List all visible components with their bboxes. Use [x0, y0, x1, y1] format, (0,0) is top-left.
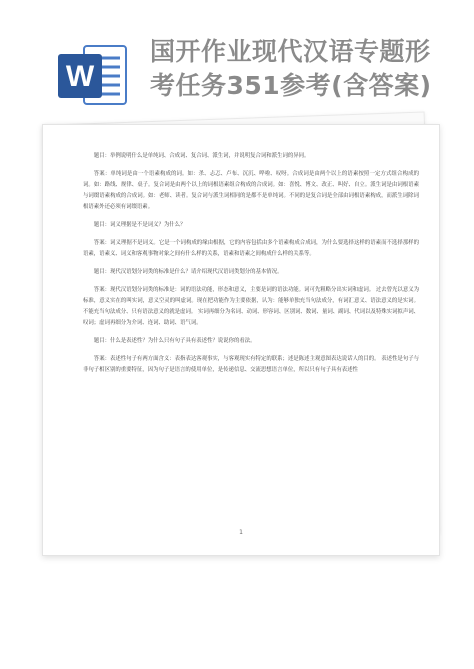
answer-paragraph: 答案：现代汉语划分词类的标准是：词的语法功能，形态和意义，主要是词的语法功能。词可先粗略分出实词和虚词。 过去曾光以意义为标准，意义实在的叫实词，意义空灵的叫虚词。现在把功能作为主要依据，认为：能够单独充当句法成分，有词汇意义、语法意义的是实词。不能充当句法成分、只有语法意义的就是虚词。 实词再细分为名词、动词、形容词、区别词、数词、量词、副词、代词以及特殊实词拟声词、叹词；虚词再细分为介词、连词、助词、语气词。	[83, 287, 419, 326]
answer-paragraph: 答案：表述性句子有两方面含义：表指表达客观事实，与客观现实有特定的联系；述是陈述主观意图表达说话人的目的。 表述性是句子与非句子相区别的重要特征，因为句子是语言的使用单位，是传递信息、交流思想语言单位，所以只有句子具有表述性	[83, 356, 419, 373]
answer-paragraph: 答案：单纯词是由一个语素构成的词。如：杀、忐忑、卢布、沉沉、哗啦、叹呀。合成词是由两个以上的语素按照一定方式组合构成的词。如：路线、规律、桌子。复合词是由两个以上的词根语素组合构成的合成词。如：喜悦、博文、改正、叫好、自立。派生词是由词根语素与词缀语素构成的合成词。如：老师、读者。复合词与派生词相同的是都不是单纯词。不同的是复合词是全部由词根语素构成，而派生词除词根语素外还必须有词缀语素。	[83, 171, 419, 210]
question-paragraph: 题目：现代汉语划分词类的标准是什么？请介绍现代汉语词类划分的基本情况。	[93, 269, 283, 275]
question-paragraph: 题目：词义理据是不是词义？为什么？	[93, 222, 186, 228]
document-body	[83, 151, 419, 383]
question-paragraph: 题目：什么是表述性？为什么只有句子具有表述性？说说你的看法。	[93, 338, 256, 344]
page-number: 1	[239, 529, 243, 536]
word-logo-letter: W	[65, 60, 95, 93]
word-document-icon	[56, 40, 130, 110]
answer-paragraph: 答案：词义理据不是词义。它是一个词构成的缘由根据，它的内容包括由多个语素构成合成词，为什么要选择这样的语素而不选择那样的语素，语素义、词义和客观事物对象之间有什么样的关系，语素和语素之间构成什么样的关系等。	[83, 240, 419, 257]
question-paragraph: 题目：举例说明什么是单纯词、合成词、复合词、派生词，并说明复合词和派生词的异同。	[93, 153, 310, 159]
document-page	[42, 124, 440, 556]
document-title: 国开作业现代汉语专题形考任务351参考(含答案)	[150, 37, 432, 100]
